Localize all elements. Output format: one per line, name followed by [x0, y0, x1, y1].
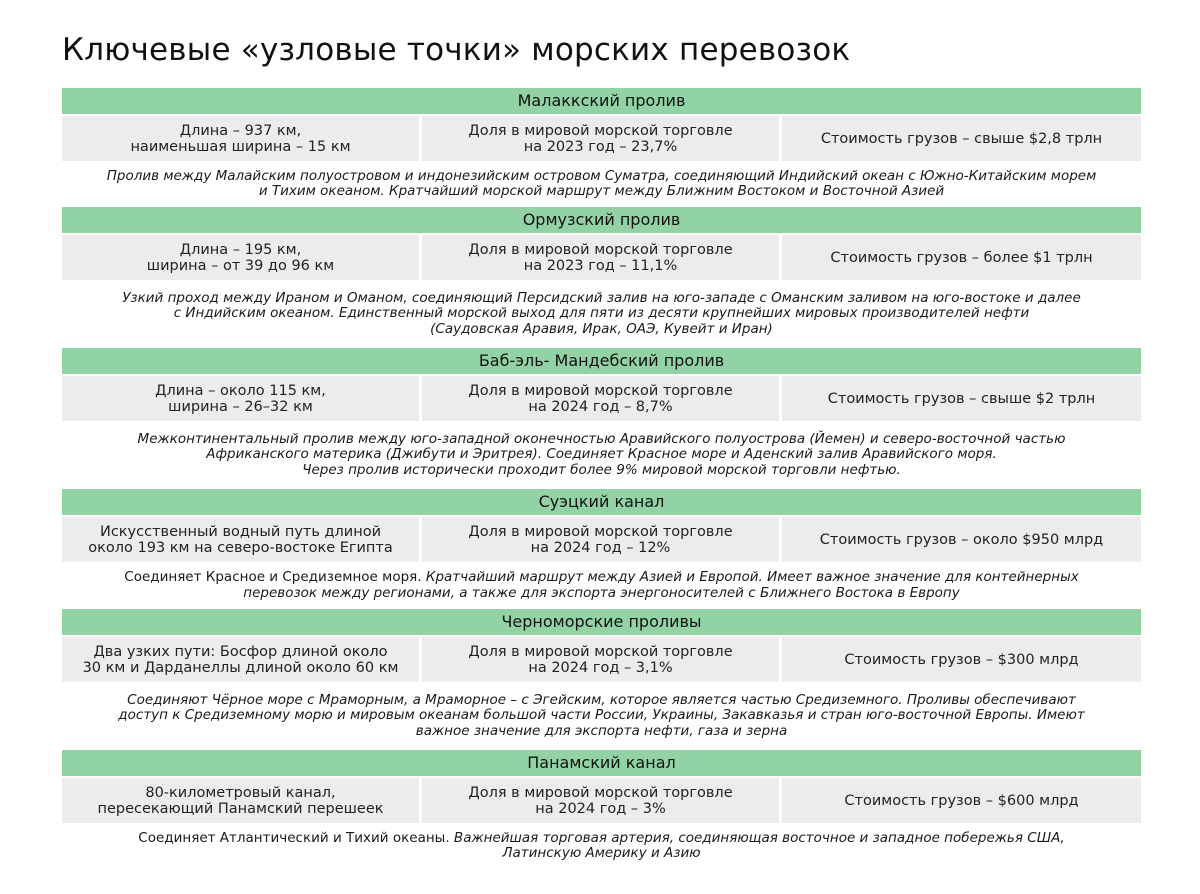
chokepoints-table	[62, 88, 1141, 869]
description-line: Через пролив исторически проходит более 9% мировой морской торговли нефтью.	[302, 461, 901, 478]
cargo-cost-cell: Стоимость грузов – свыше $2,8 трлн	[782, 116, 1141, 161]
description-line: Межконтинентальный пролив между юго-западной оконечностью Аравийского полуострова (Йемен) и северо-восточной частью	[137, 430, 1066, 447]
trade-share-cell: Доля в мировой морской торговле на 2023 год – 11,1%	[422, 235, 779, 280]
section-heading: Баб-эль- Мандебский пролив	[62, 348, 1141, 374]
description-line: доступ к Средиземному морю и мировым океанам большой части России, Украины, Закавказья и стран юго-восточной Европы. Имеют	[118, 707, 1085, 724]
description-line: Пролив между Малайским полуостровом и индонезийским островом Суматра, соединяющий Индийский океан с Южно-Китайским морем	[106, 167, 1097, 184]
section-description	[62, 562, 1141, 609]
section-black-sea-straits	[62, 609, 1141, 750]
description-line: с Индийским океаном. Единственный морской выход для пяти из десяти крупнейших мировых производителей нефти	[173, 305, 1030, 322]
cargo-cost-cell: Стоимость грузов – около $950 млрд	[782, 517, 1141, 562]
section-stats-row	[62, 778, 1141, 823]
length-cell: Длина – 937 км, наименьшая ширина – 15 км	[62, 116, 419, 161]
section-stats-row	[62, 637, 1141, 682]
description-italic: Важнейшая торговая артерия, соединяющая восточное и западное побережья США,	[449, 829, 1065, 846]
section-stats-row	[62, 376, 1141, 421]
section-heading: Черноморские проливы	[62, 609, 1141, 635]
description-italic: Кратчайший маршрут между Азией и Европой. Имеет важное значение для контейнерных	[421, 569, 1079, 585]
trade-share-cell: Доля в мировой морской торговле на 2023 год – 23,7%	[422, 116, 779, 161]
section-heading: Суэцкий канал	[62, 489, 1141, 515]
description-plain: Соединяет Красное и Средиземное моря.	[124, 569, 422, 585]
length-cell: Два узких пути: Босфор длиной около 30 км и Дарданеллы длиной около 60 км	[62, 637, 419, 682]
length-cell: Искусственный водный путь длиной около 193 км на северо-востоке Египта	[62, 517, 419, 562]
section-panama	[62, 750, 1141, 869]
length-cell: 80-километровый канал, пересекающий Панамский перешеек	[62, 778, 419, 823]
cargo-cost-cell: Стоимость грузов – свыше $2 трлн	[782, 376, 1141, 421]
length-cell: Длина – около 115 км, ширина – 26–32 км	[62, 376, 419, 421]
description-plain: Соединяет Атлантический и Тихий океаны.	[138, 829, 450, 846]
cargo-cost-cell: Стоимость грузов – $300 млрд	[782, 637, 1141, 682]
section-description	[62, 682, 1141, 750]
section-heading: Ормузский пролив	[62, 207, 1141, 233]
section-stats-row	[62, 235, 1141, 280]
section-heading: Малаккский пролив	[62, 88, 1141, 114]
description-line: важное значение для экспорта нефти, газа и зерна	[415, 722, 788, 739]
description-line	[62, 570, 1141, 586]
section-description	[62, 280, 1141, 348]
description-line: и Тихим океаном. Кратчайший морской маршрут между Ближним Востоком и Восточной Азией	[258, 183, 945, 199]
trade-share-cell: Доля в мировой морской торговле на 2024 год – 12%	[422, 517, 779, 562]
section-malacca	[62, 88, 1141, 207]
trade-share-cell: Доля в мировой морской торговле на 2024 год – 3,1%	[422, 637, 779, 682]
trade-share-cell: Доля в мировой морской торговле на 2024 год – 3%	[422, 778, 779, 823]
description-line	[62, 831, 1141, 847]
section-description	[62, 421, 1141, 489]
description-line: Латинскую Америку и Азию	[502, 845, 701, 861]
section-hormuz	[62, 207, 1141, 348]
page-title: Ключевые «узловые точки» морских перевозок	[62, 32, 851, 68]
section-suez	[62, 489, 1141, 609]
section-bab-el-mandeb	[62, 348, 1141, 489]
cargo-cost-cell: Стоимость грузов – более $1 трлн	[782, 235, 1141, 280]
section-heading: Панамский канал	[62, 750, 1141, 776]
section-description	[62, 823, 1141, 869]
description-line: Африканского материка (Джибути и Эритрея). Соединяет Красное море и Аденский залив Аравийского моря.	[206, 446, 997, 463]
cargo-cost-cell: Стоимость грузов – $600 млрд	[782, 778, 1141, 823]
description-line: перевозок между регионами, а также для экспорта энергоносителей с Ближнего Востока в Европу	[243, 584, 960, 601]
description-line: (Саудовская Аравия, Ирак, ОАЭ, Кувейт и Иран)	[430, 320, 773, 337]
section-stats-row	[62, 116, 1141, 161]
description-line: Соединяют Чёрное море с Мраморным, а Мраморное – с Эгейским, которое является частью Средиземного. Проливы обеспечивают	[127, 691, 1076, 708]
section-stats-row	[62, 517, 1141, 562]
trade-share-cell: Доля в мировой морской торговле на 2024 год – 8,7%	[422, 376, 779, 421]
length-cell: Длина – 195 км, ширина – от 39 до 96 км	[62, 235, 419, 280]
section-description	[62, 161, 1141, 207]
description-line: Узкий проход между Ираном и Оманом, соединяющий Персидский залив на юго-западе с Оманским заливом на юго-востоке и далее	[122, 289, 1081, 306]
